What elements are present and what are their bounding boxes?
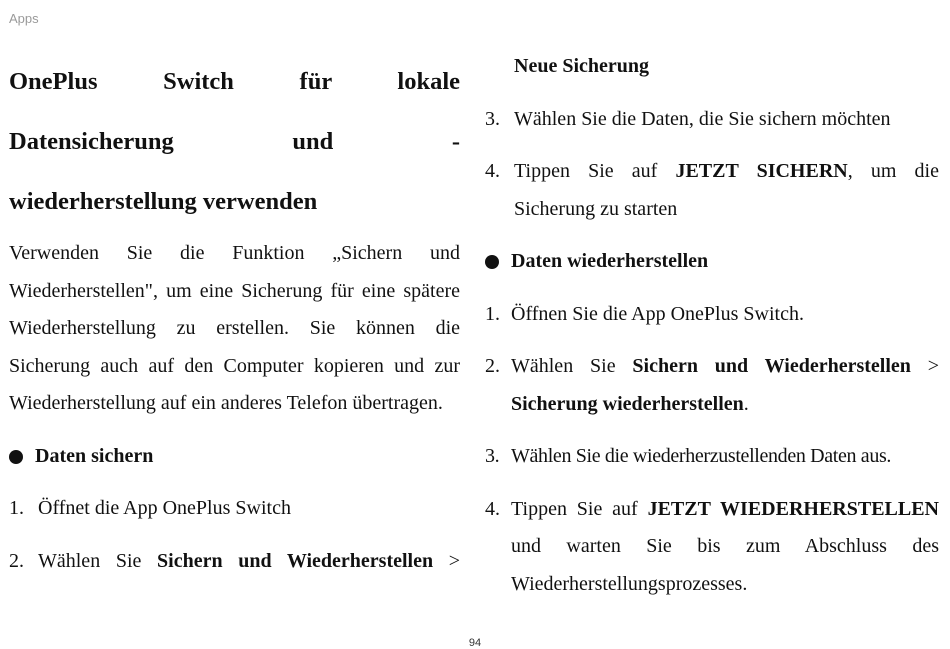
- bullet-dot-icon: [485, 255, 499, 269]
- step-text-bold: Neue Sicherung: [514, 55, 649, 77]
- step-number: 1.: [9, 497, 24, 519]
- step-number: 4.: [485, 497, 500, 520]
- bullet-dot-icon: [9, 450, 23, 464]
- step-text-bold: JETZT WIEDERHERSTELLEN: [647, 497, 939, 520]
- left-column: [9, 52, 460, 580]
- right-column: [485, 48, 939, 603]
- step-text-bold: Sichern und Wiederherstellen: [632, 355, 911, 377]
- step-text: Öffnet die App OnePlus Switch: [38, 497, 291, 519]
- step-text-bold-2: Sicherung wiederherstellen: [511, 392, 744, 415]
- backup-step-2: [9, 543, 460, 581]
- step-number: 3.: [485, 445, 500, 467]
- restore-heading-label: Daten wiederherstellen: [511, 250, 709, 272]
- page-title: [9, 52, 460, 232]
- step-text-bold: Sichern und Wiederherstellen: [157, 549, 434, 572]
- backup-step-4: [485, 153, 939, 228]
- restore-step-3: [485, 438, 939, 476]
- step-text-post: >: [433, 549, 461, 572]
- step-text-bold: JETZT SICHERN: [675, 160, 848, 182]
- step-text-post: , um die Sicherung zu starten: [514, 160, 939, 220]
- step-number: 3.: [485, 107, 500, 130]
- section-header: Apps: [9, 11, 39, 26]
- title-line-2: Datensicherung und -: [9, 128, 460, 155]
- backup-heading: [9, 438, 460, 476]
- step-text-pre: Wählen Sie: [38, 549, 158, 572]
- backup-step-3: [485, 101, 939, 139]
- step-number: 1.: [485, 302, 500, 325]
- step-text-mid: >: [910, 355, 939, 377]
- restore-step-1: [485, 296, 939, 334]
- step-number: 4.: [485, 160, 500, 182]
- step-number: 2.: [485, 355, 500, 377]
- step-text-pre: Tippen Sie auf: [514, 160, 676, 182]
- step-text: Wählen Sie die Daten, die Sie sichern möchten: [514, 107, 891, 130]
- page-number: 94: [468, 637, 482, 649]
- step-text-post: .: [743, 392, 749, 415]
- intro-paragraph: Verwenden Sie die Funktion „Sichern und Wiederherstellen", um eine Sicherung für eine spätere Wiederherstellung zu erstellen. Sie können die Sicherung auch auf den Computer kopieren und zur Wiederherstellung auf ein anderes Telefon übertragen.: [9, 242, 460, 414]
- step-text: Wählen Sie die wiederherzustellenden Daten aus.: [511, 445, 892, 467]
- backup-heading-label: Daten sichern: [35, 444, 154, 467]
- backup-step-1: [9, 490, 460, 528]
- step-text-pre: Wählen Sie: [511, 355, 633, 377]
- restore-heading: [485, 243, 939, 281]
- title-line-3: wiederherstellung verwenden: [9, 188, 318, 215]
- restore-step-2: [485, 348, 939, 423]
- step-text: Öffnen Sie die App OnePlus Switch.: [511, 302, 804, 325]
- backup-step-2-continued: [485, 48, 939, 86]
- step-text-post: und warten Sie bis zum Abschluss des Wiederherstellungsprozesses.: [511, 535, 939, 595]
- restore-step-4: [485, 491, 939, 604]
- step-number: 2.: [9, 549, 24, 572]
- step-text-pre: Tippen Sie auf: [511, 497, 648, 520]
- title-line-1: OnePlus Switch für lokale: [9, 68, 460, 95]
